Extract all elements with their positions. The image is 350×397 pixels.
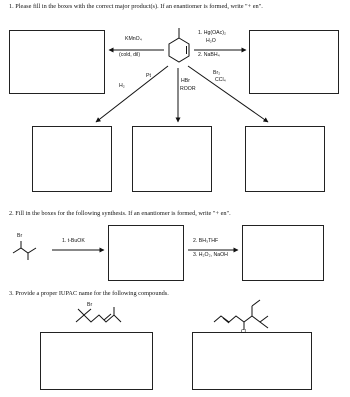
alkyl-bromide-structure [13,241,36,260]
atom-label-br-left: Br [17,233,23,239]
reagent-hg-water: H₂O [206,38,216,44]
reagent-h2: H₂ [119,83,125,89]
question-3-text: 3. Provide a proper IUPAC name for the following compounds. [9,290,169,297]
question-2-text: 2. Fill in the boxes for the following synthesis. If an enantiomer is formed, write "+ en". [9,210,231,217]
atom-label-cl-q3: Cl [241,329,246,335]
arrow-to-br2-box [188,66,268,122]
methylcyclohexene-structure [169,28,189,62]
reagent-hg-step2: 2. NaBH₄ [198,52,220,58]
question-1-text: 1. Please fill in the boxes with the correct major product(s). If an enantiomer is formed, write "+ en". [9,3,263,10]
reagent-tbuok: 1. t-BuOK [62,238,85,244]
reagent-bh3: 2. BH₃THF [193,238,219,244]
reagent-roor: ROOR [180,86,196,92]
reagent-hg-step1: 1. Hg(OAc)₂ [198,30,226,36]
reagent-pt: Pt [146,73,151,79]
arrow-to-hydrogenation-box [96,66,168,122]
atom-label-br-q3: Br [87,302,93,308]
reagent-ccl4: CCl₄ [215,77,226,83]
reagent-hbr: HBr [181,78,190,84]
reagent-br2: Br₂ [213,70,221,76]
reagent-kmno4: KMnO₄ [125,36,142,42]
iupac-compound-1-structure [76,307,121,322]
iupac-compound-2-structure [214,300,268,330]
reagent-h2o2: 3. H₂O₂, NaOH [193,252,228,258]
reagent-kmno4-conditions: (cold, dil) [119,52,141,58]
